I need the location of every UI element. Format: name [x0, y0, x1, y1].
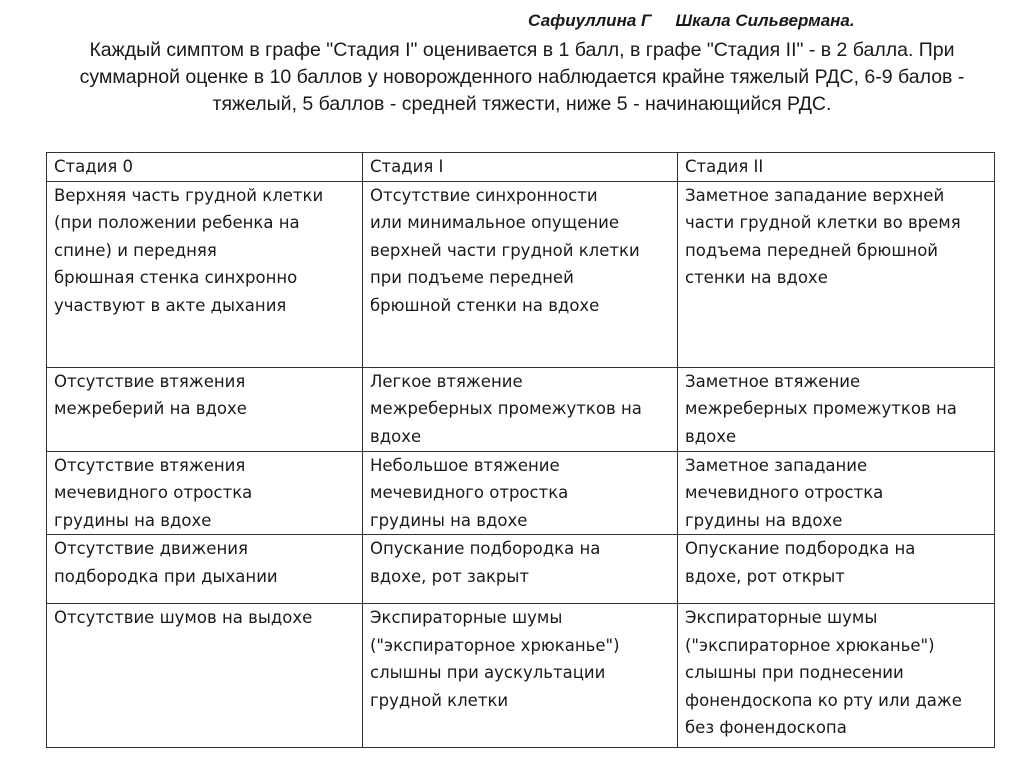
table-cell: Экспираторные шумы ("экспираторное хрюканье") слышны при поднесении фонендоскопа ко рту или даже без фонендоскопа [678, 604, 995, 748]
column-header-stage-1: Стадия I [363, 153, 678, 182]
table-cell: Легкое втяжение межреберных промежутков на вдохе [363, 367, 678, 451]
column-header-stage-0: Стадия 0 [47, 153, 363, 182]
table-cell: Небольшое втяжение мечевидного отростка грудины на вдохе [363, 451, 678, 535]
table-cell: Опускание подбородка на вдохе, рот закрыт [363, 535, 678, 604]
author-name: Сафиуллина Г [528, 11, 652, 30]
table-cell: Экспираторные шумы ("экспираторное хрюканье") слышны при аускультации грудной клетки [363, 604, 678, 748]
table-cell: Отсутствие синхронности или минимальное опущение верхней части грудной клетки при подъеме передней брюшной стенки на вдохе [363, 181, 678, 367]
silverman-scale-table [46, 152, 995, 748]
slide-title: Шкала Сильвермана. [675, 11, 855, 30]
table-row [47, 451, 995, 535]
table-cell: Заметное западание верхней части грудной клетки во время подъема передней брюшной стенки на вдохе [678, 181, 995, 367]
table-row [47, 367, 995, 451]
table-row [47, 604, 995, 748]
table-row [47, 535, 995, 604]
slide-header [528, 11, 855, 31]
table-cell: Заметное западание мечевидного отростка грудины на вдохе [678, 451, 995, 535]
table-cell: Верхняя часть грудной клетки (при положении ребенка на спине) и передняя брюшная стенка синхронно участвуют в акте дыхания [47, 181, 363, 367]
table-cell: Отсутствие втяжения межреберий на вдохе [47, 367, 363, 451]
column-header-stage-2: Стадия II [678, 153, 995, 182]
table-header-row [47, 153, 995, 182]
table-row [47, 181, 995, 367]
table-cell: Заметное втяжение межреберных промежутков на вдохе [678, 367, 995, 451]
table-cell: Отсутствие движения подбородка при дыхании [47, 535, 363, 604]
table-cell: Опускание подбородка на вдохе, рот открыт [678, 535, 995, 604]
table-cell: Отсутствие шумов на выдохе [47, 604, 363, 748]
intro-paragraph: Каждый симптом в графе "Стадия I" оценивается в 1 балл, в графе "Стадия II" - в 2 балла. При суммарной оценке в 10 баллов у новорожденного наблюдается крайне тяжелый РДС, 6-9 балов - тяжелый, 5 баллов - средней тяжести, ниже 5 - начинающийся РДС. [79, 39, 965, 115]
table-cell: Отсутствие втяжения мечевидного отростка грудины на вдохе [47, 451, 363, 535]
